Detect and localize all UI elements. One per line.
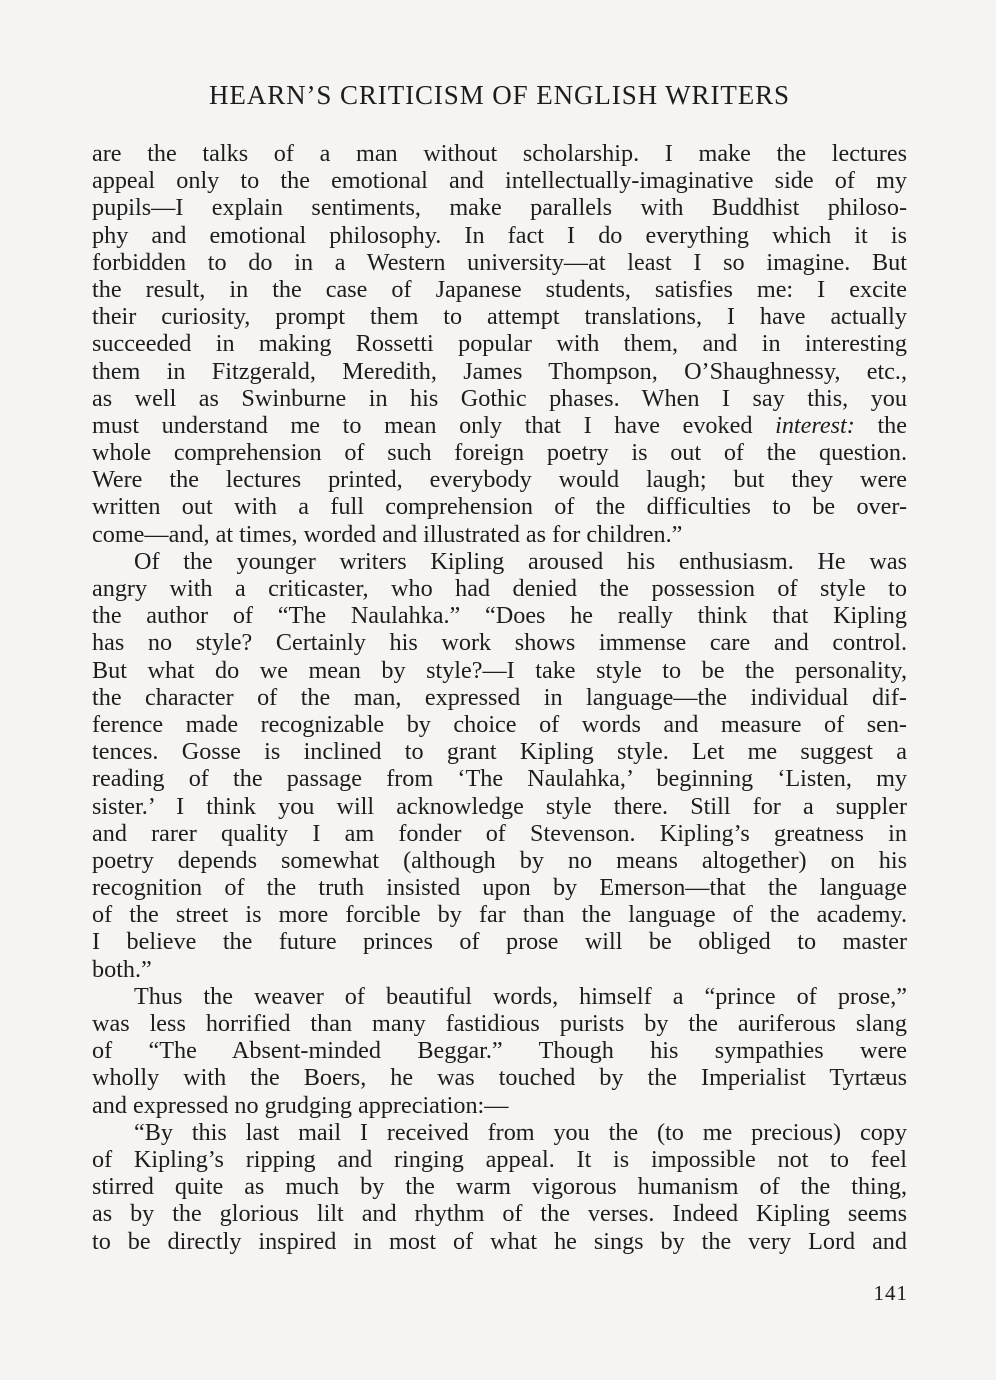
text-line: are the talks of a man without scholarship. I make the lectures — [92, 140, 907, 167]
text-line: forbidden to do in a Western university—at least I so imagine. But — [92, 248, 907, 276]
text-line: I believe the future princes of prose will be obliged to master — [92, 928, 907, 956]
text-line: Were the lectures printed, everybody would laugh; but they were — [92, 466, 907, 494]
text-line: pupils—I explain sentiments, make parallels with Buddhist philoso- — [92, 194, 907, 222]
text-line: has no style? Certainly his work shows immense care and control. — [92, 629, 907, 657]
text-line: ference made recognizable by choice of words and measure of sen- — [92, 710, 907, 738]
text-line: the author of “The Naulahka.” “Does he really think that Kipling — [92, 602, 907, 630]
text-line: phy and emotional philosophy. In fact I do everything which it is — [92, 221, 907, 249]
text-line: appeal only to the emotional and intellectually-imaginative side of my — [92, 167, 907, 195]
text-segment: must understand me to mean only that I have evoked — [92, 411, 753, 439]
text-line: recognition of the truth insisted upon by Emerson—that the language — [92, 874, 907, 902]
text-line: Thus the weaver of beautiful words, himself a “prince of prose,” — [134, 982, 907, 1010]
text-line: of “The Absent-minded Beggar.” Though his sympathies were — [92, 1037, 907, 1065]
text-line-emphasis — [92, 412, 907, 439]
text-line: But what do we mean by style?—I take style to be the personality, — [92, 656, 907, 684]
text-line: come—and, at times, worded and illustrated as for children.” — [92, 520, 683, 548]
text-line: as by the glorious lilt and rhythm of the verses. Indeed Kipling seems — [92, 1200, 907, 1228]
text-line: whole comprehension of such foreign poetry is out of the question. — [92, 439, 907, 467]
page-number: 141 — [873, 1281, 908, 1305]
text-line: stirred quite as much by the warm vigorous humanism of the thing, — [92, 1173, 907, 1201]
text-line: poetry depends somewhat (although by no means altogether) on his — [92, 846, 907, 874]
text-line: tences. Gosse is inclined to grant Kipling style. Let me suggest a — [92, 738, 907, 766]
text-line: to be directly inspired in most of what he sings by the very Lord and — [92, 1227, 907, 1255]
text-line: written out with a full comprehension of the difficulties to be over- — [92, 493, 907, 521]
body-text — [92, 140, 907, 1255]
text-line: of the street is more forcible by far than the language of the academy. — [92, 901, 907, 929]
text-line: angry with a criticaster, who had denied the possession of style to — [92, 575, 907, 602]
text-line: wholly with the Boers, he was touched by the Imperialist Tyrtæus — [92, 1064, 907, 1092]
text-line: Of the younger writers Kipling aroused his enthusiasm. He was — [134, 547, 907, 575]
text-segment: the — [877, 411, 907, 439]
text-line: of Kipling’s ripping and ringing appeal. It is impossible not to feel — [92, 1145, 907, 1173]
emphasis-word: interest: — [775, 411, 855, 439]
text-line: them in Fitzgerald, Meredith, James Thompson, O’Shaughnessy, etc., — [92, 357, 907, 385]
text-line: both.” — [92, 955, 152, 983]
text-line: succeeded in making Rossetti popular with them, and in interesting — [92, 330, 907, 358]
running-head: HEARN’S CRITICISM OF ENGLISH WRITERS — [209, 80, 790, 110]
text-line: and expressed no grudging appreciation:— — [92, 1091, 509, 1119]
text-line: “By this last mail I received from you the (to me precious) copy — [134, 1118, 907, 1146]
text-line: was less horrified than many fastidious purists by the auriferous slang — [92, 1010, 907, 1037]
text-line: their curiosity, prompt them to attempt translations, I have actually — [92, 303, 907, 331]
text-line: the result, in the case of Japanese students, satisfies me: I excite — [92, 275, 907, 303]
text-line: sister.’ I think you will acknowledge style there. Still for a suppler — [92, 792, 907, 820]
text-line: the character of the man, expressed in language—the individual dif- — [92, 683, 907, 711]
text-line: and rarer quality I am fonder of Stevenson. Kipling’s greatness in — [92, 819, 907, 847]
text-line: as well as Swinburne in his Gothic phases. When I say this, you — [92, 384, 907, 412]
text-line: reading of the passage from ‘The Naulahka,’ beginning ‘Listen, my — [92, 765, 907, 793]
